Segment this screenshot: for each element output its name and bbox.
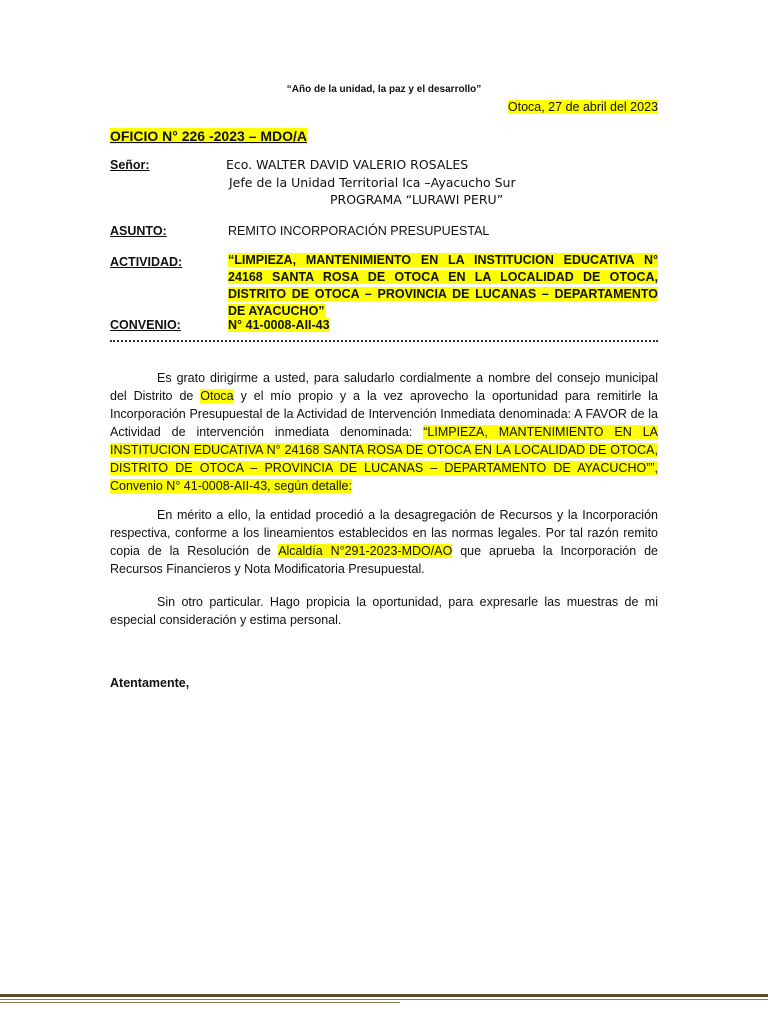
convenio-value <box>228 318 330 332</box>
p2-text-b: que aprueba la Incorporación de Recursos Financieros y Nota Modificatoria Presupuestal. <box>110 544 659 576</box>
senor-label: Señor: <box>110 158 150 172</box>
asunto-value: REMITO INCORPORACIÓN PRESUPUESTAL <box>228 224 490 238</box>
p1-text-b: y el mío propio y a la vez aprovecho la oportunidad para remitirle la Incorporación Presupuestal de la Actividad de Intervención Inmediata denominada: A FAVOR de la Actividad de intervención inmediata denominada: <box>110 389 658 439</box>
closing-salutation: Atentamente, <box>110 676 190 690</box>
p2-text-a: En mérito a ello, la entidad procedió a la desagregación de Recursos y la Incorporación respectiva, conforme a los lineamientos establecidos en las normas legales. Por tal razón remito copia de la Resolución de <box>110 508 658 558</box>
paragraph-3: Sin otro particular. Hago propicia la oportunidad, para expresarle las muestras de mi especial consideración y estima personal. <box>110 595 658 627</box>
paragraph-1 <box>110 369 658 495</box>
p1-highlight-activity: “LIMPIEZA, MANTENIMIENTO EN LA INSTITUCION EDUCATIVA N° 24168 SANTA ROSA DE OTOCA EN LA LOCALIDAD DE OTOCA, DISTRITO DE OTOCA – PROVINCIA DE LUCANAS – DEPARTAMENTO DE AYACUCHO””, Convenio N° 41-0008-AII-43, según detalle: <box>110 425 658 493</box>
paragraph-2 <box>110 506 658 578</box>
convenio-label: CONVENIO: <box>110 318 181 332</box>
p1-text-a: Es grato dirigirme a usted, para saludarlo cordialmente a nombre del consejo municipal del Distrito de <box>110 371 658 403</box>
addressee-program: PROGRAMA “LURAWI PERU” <box>330 192 504 207</box>
actividad-label: ACTIVIDAD: <box>110 255 183 269</box>
letter-date: Otoca, 27 de abril del 2023 <box>507 100 658 114</box>
oficio-number: OFICIO N° 226 -2023 – MDO/A <box>110 128 307 144</box>
dotted-separator <box>110 340 658 342</box>
p1-highlight-otoca: Otoca <box>200 389 234 403</box>
actividad-text: “LIMPIEZA, MANTENIMIENTO EN LA INSTITUCION EDUCATIVA N° 24168 SANTA ROSA DE OTOCA EN LA LOCALIDAD DE OTOCA, DISTRITO DE OTOCA – PROVINCIA DE LUCANAS – DEPARTAMENTO DE AYACUCHO” <box>228 253 658 318</box>
addressee-name: Eco. WALTER DAVID VALERIO ROSALES <box>226 157 469 172</box>
convenio-text: N° 41-0008-AII-43 <box>228 318 330 332</box>
asunto-label: ASUNTO: <box>110 224 167 238</box>
motto-header: “Año de la unidad, la paz y el desarrollo” <box>286 84 482 95</box>
p2-highlight-resolution: Alcaldía N°291-2023-MDO/AO <box>278 544 453 558</box>
actividad-value <box>228 252 658 320</box>
footer-border-short-line <box>0 1002 400 1003</box>
footer-border <box>0 994 768 997</box>
footer-border-line <box>0 999 768 1000</box>
addressee-position: Jefe de la Unidad Territorial Ica –Ayacucho Sur <box>229 175 516 190</box>
